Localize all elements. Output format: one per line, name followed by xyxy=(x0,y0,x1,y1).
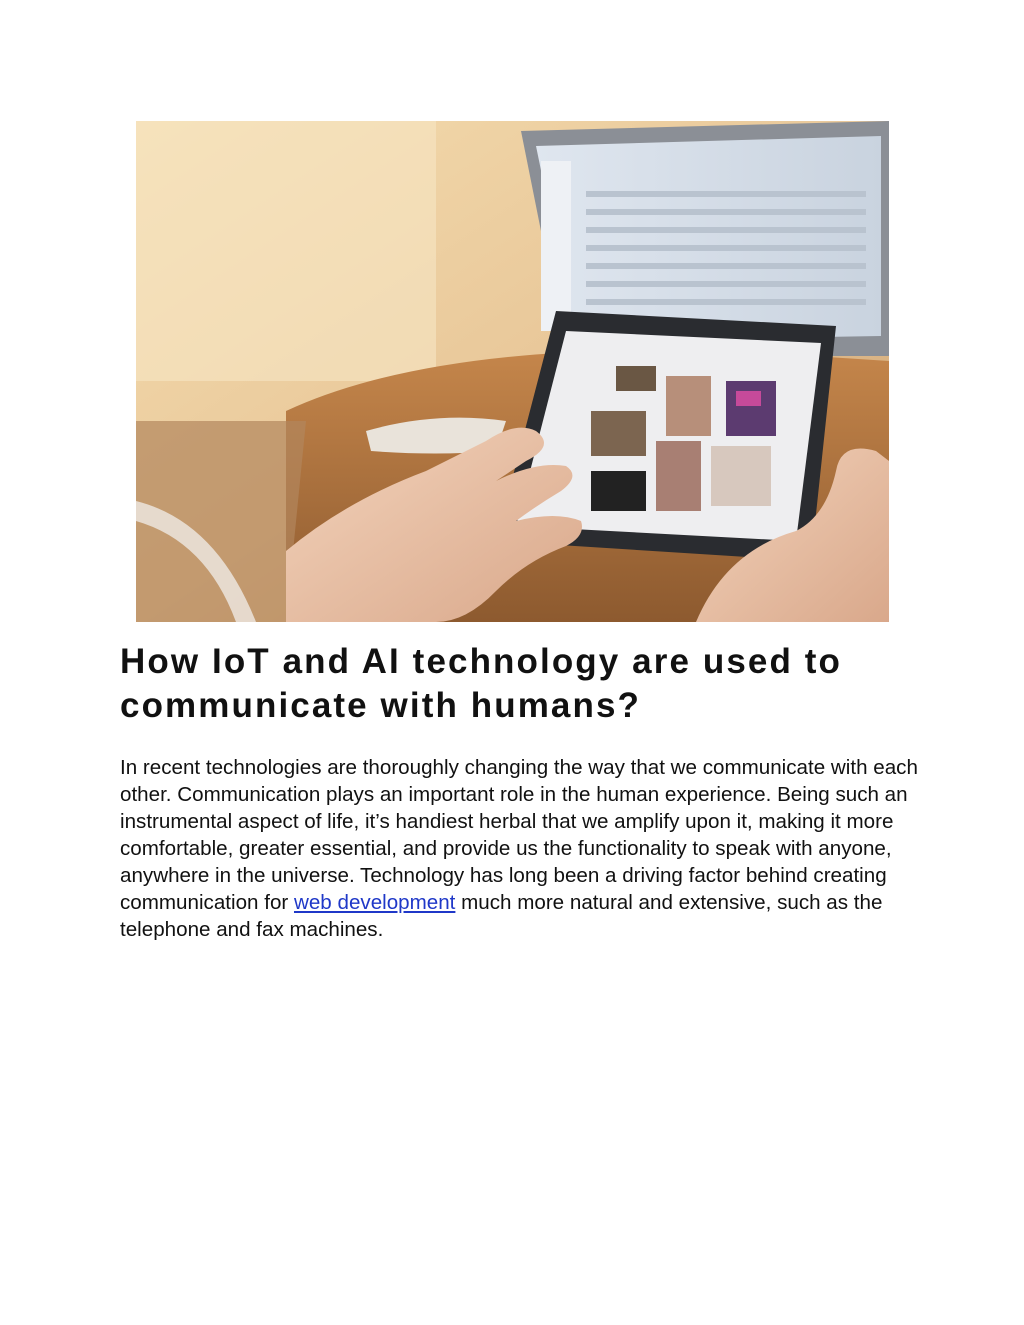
paragraph-text-after-link: much more natural and extensive, such as the telephone and fax machines. xyxy=(120,891,883,941)
tablet-and-laptop-photo-icon xyxy=(136,121,889,622)
paragraph-text-before-link: In recent technologies are thoroughly changing the way that we communicate with each other. Communication plays an important role in the human experience. Being such an instrumental aspect of life, it’s handiest herbal that we amplify upon it, making it more comfortable, greater essential, and provide us the functionality to speak with anyone, anywhere in the universe. Technology has long been a driving factor behind creating communication for xyxy=(120,756,918,914)
article-paragraph xyxy=(120,754,920,943)
web-development-link[interactable]: web development xyxy=(293,891,456,914)
hero-image xyxy=(136,121,889,622)
page-title: How IoT and AI technology are used to communicate with humans? xyxy=(120,642,843,725)
